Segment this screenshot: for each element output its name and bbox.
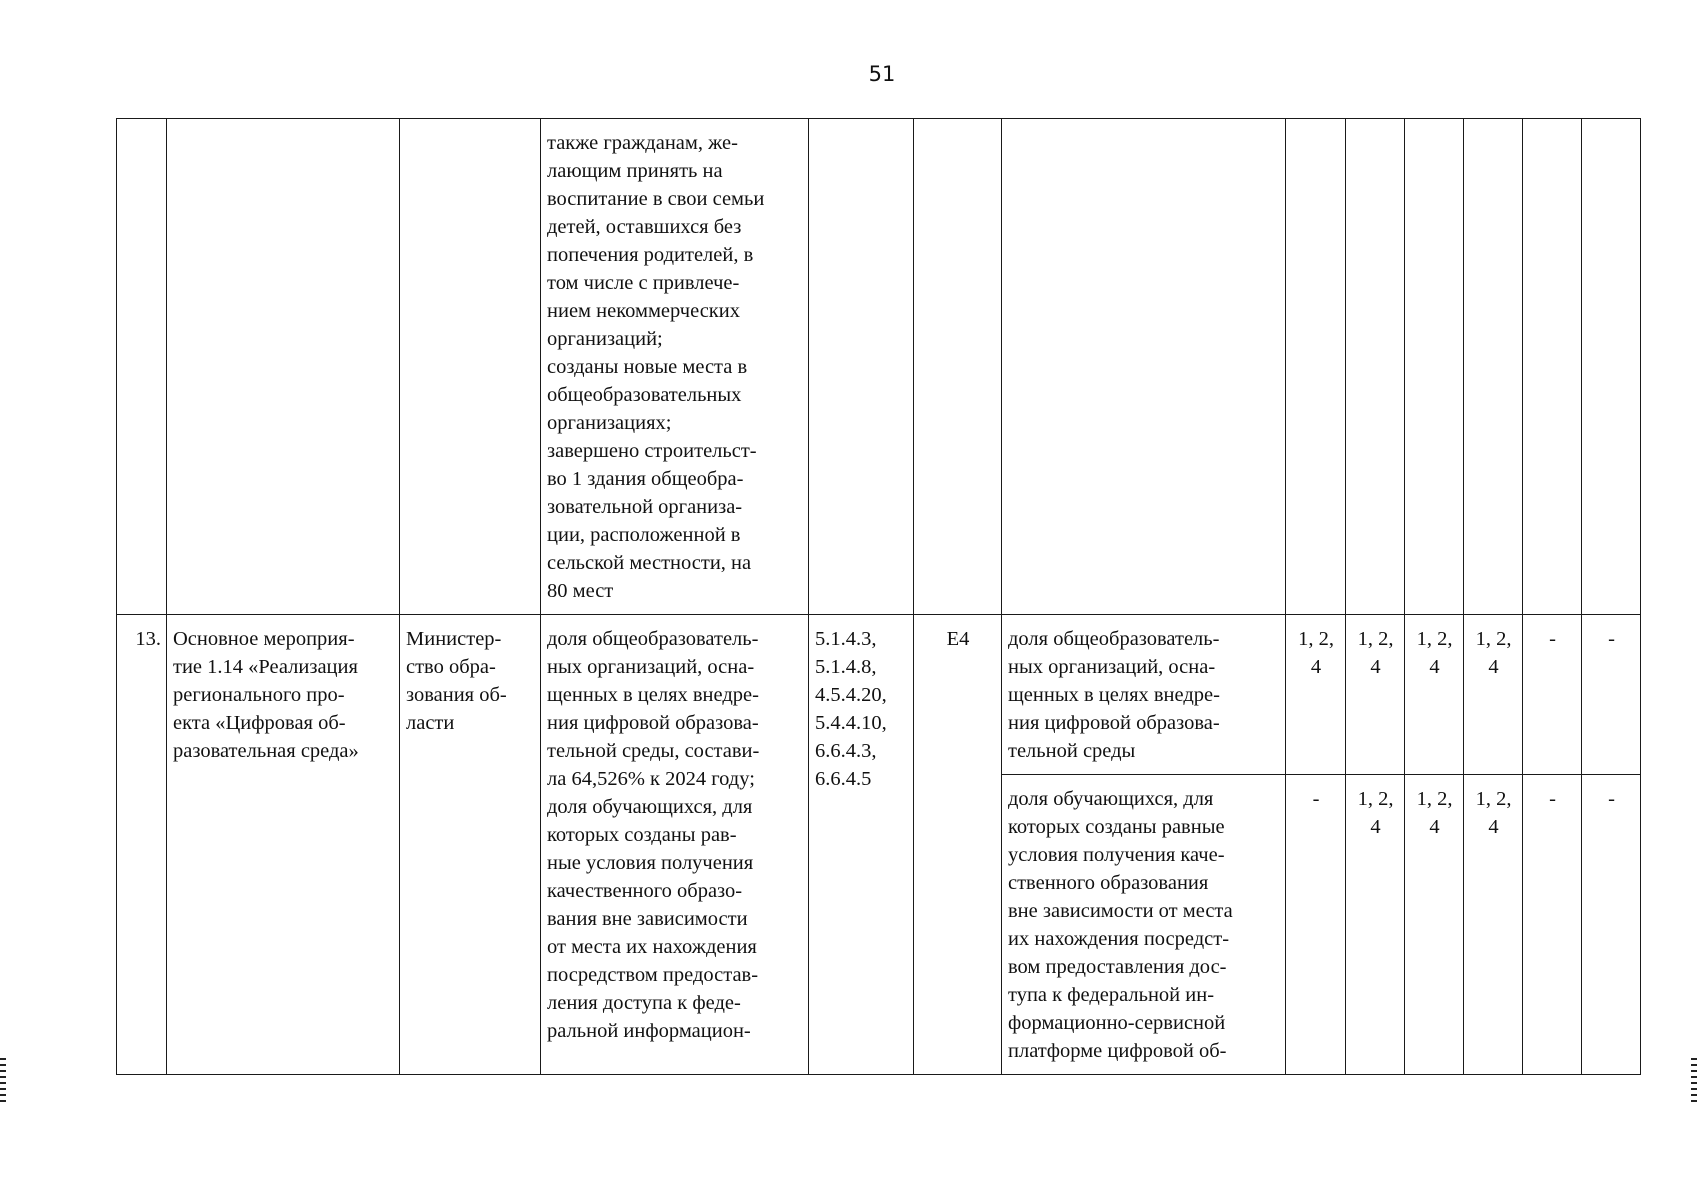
cell-executor-empty (400, 119, 541, 615)
indicator-value: 1, 2, 4 (1416, 628, 1453, 678)
indicator-value: 1, 2, 4 (1416, 788, 1453, 838)
indicator-value: 1, 2, 4 (1357, 628, 1394, 678)
event-text: Основное мероприя- тие 1.14 «Реализация регионального про- екта «Цифровая об- разовательная среда» (173, 628, 359, 762)
result-text: также гражданам, же- лающим принять на воспитание в свои семьи детей, оставшихся без попечения родителей, в том числе с привлече- нием некоммерческих организаций; созданы новые места в общеобразовательных организациях; завершено строительст- во 1 здания общеобра- зовательной организа- ции, расположенной в сельской местности, на 80 мест (547, 132, 765, 602)
cell-indicator-value (1286, 615, 1346, 775)
cell-indicator-value (1286, 775, 1346, 1075)
scan-margin-marks (1691, 1058, 1697, 1102)
cell-value-empty (1523, 119, 1582, 615)
indicator-value: - (1608, 788, 1615, 810)
cell-indicator-value (1405, 775, 1464, 1075)
result-text: доля общеобразователь- ных организаций, осна- щенных в целях внедре- ния цифровой образова- тельной среды, состави- ла 64,526% к 2024 году; доля обучающихся, для которых созданы рав- ные условия получения качественного образо- вания вне зависимости от места их нахождения посредством предостав- ления доступа к феде- ральной информацион- (547, 628, 760, 1042)
table-row-continued (117, 119, 1641, 615)
cell-codes (809, 615, 914, 1075)
cell-value-empty (1582, 119, 1641, 615)
cell-indicator-value (1582, 615, 1641, 775)
cell-indicator-name (1002, 775, 1286, 1075)
cell-value-empty (1464, 119, 1523, 615)
cell-project-code: E4 (914, 615, 1002, 1075)
executor-text: Министер- ство обра- зования об- ласти (406, 628, 507, 734)
indicator-value: - (1549, 628, 1556, 650)
cell-event-empty (167, 119, 400, 615)
cell-project-empty (914, 119, 1002, 615)
cell-executor (400, 615, 541, 1075)
cell-indicator-value (1464, 775, 1523, 1075)
cell-indicator-value (1464, 615, 1523, 775)
cell-result (541, 119, 809, 615)
indicator-value: 1, 2, 4 (1298, 628, 1334, 678)
program-table (116, 118, 1641, 1075)
table-row-13 (117, 615, 1641, 775)
cell-indicator-value (1582, 775, 1641, 1075)
indicator-value: 1, 2, 4 (1475, 788, 1512, 838)
indicator-value: - (1549, 788, 1556, 810)
cell-number-empty (117, 119, 167, 615)
indicator-value: - (1312, 788, 1320, 810)
indicator-name: доля общеобразователь- ных организаций, осна- щенных в целях внедре- ния цифровой образова- тельной среды (1008, 628, 1220, 762)
indicator-value: 1, 2, 4 (1475, 628, 1512, 678)
cell-value-empty (1346, 119, 1405, 615)
cell-event (167, 615, 400, 1075)
cell-result (541, 615, 809, 1075)
scan-margin-marks (0, 1058, 6, 1102)
indicator-value: 1, 2, 4 (1357, 788, 1394, 838)
cell-indicator-value (1523, 615, 1582, 775)
indicator-name: доля обучающихся, для которых созданы равные условия получения каче- ственного образования вне зависимости от места их нахождения посредст- вом предоставления дос- тупа к федеральной ин- формационно-сервисной платформе цифровой об- (1008, 788, 1233, 1062)
cell-value-empty (1286, 119, 1346, 615)
page-number: 51 (868, 62, 896, 86)
cell-value-empty (1405, 119, 1464, 615)
cell-indicator-value (1346, 615, 1405, 775)
cell-indicator-value (1523, 775, 1582, 1075)
cell-indicator-empty (1002, 119, 1286, 615)
cell-indicator-value (1346, 775, 1405, 1075)
cell-codes-empty (809, 119, 914, 615)
row-number: 13. (117, 615, 167, 1075)
cell-indicator-name (1002, 615, 1286, 775)
indicator-value: - (1608, 628, 1615, 650)
cell-indicator-value (1405, 615, 1464, 775)
codes-text: 5.1.4.3, 5.1.4.8, 4.5.4.20, 5.4.4.10, 6.6.4.3, 6.6.4.5 (815, 628, 887, 790)
